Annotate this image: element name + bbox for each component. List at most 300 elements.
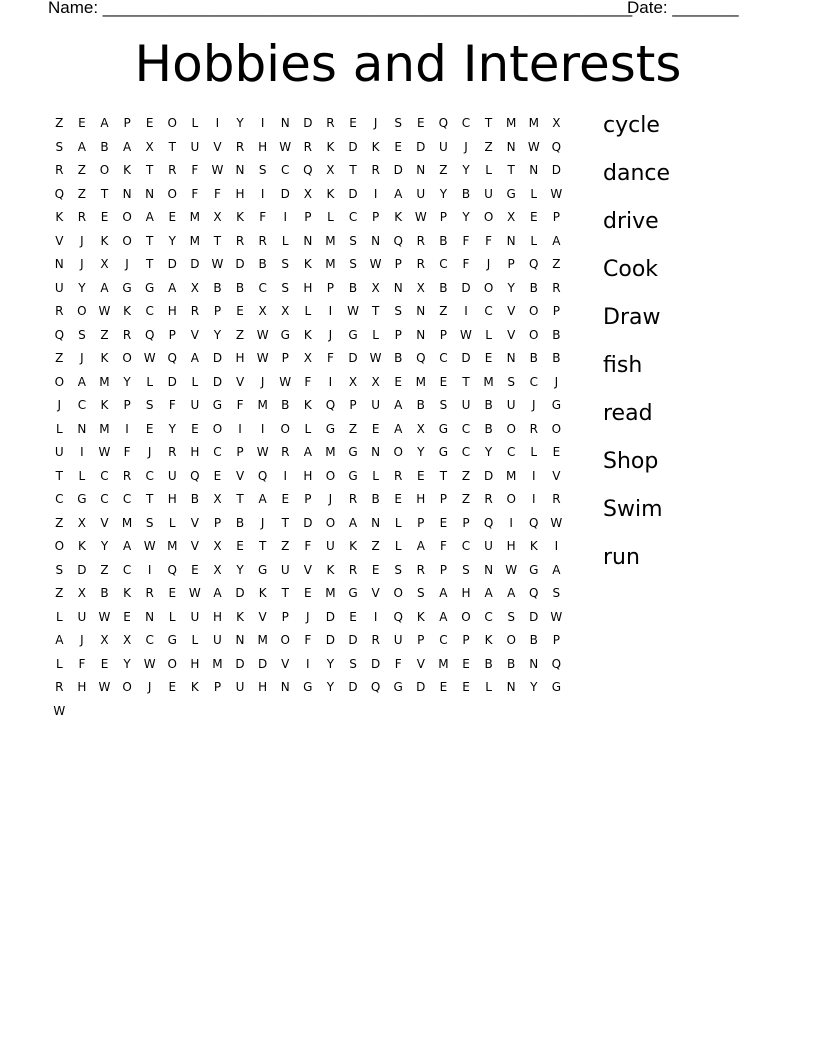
grid-letter: E xyxy=(145,421,154,436)
grid-letter: H xyxy=(190,656,200,671)
grid-letter: S xyxy=(55,139,64,154)
grid-letter: S xyxy=(145,515,154,530)
grid-letter: C xyxy=(484,609,493,624)
grid-letter: X xyxy=(416,280,425,295)
grid-letter: K xyxy=(77,539,86,553)
grid-letter: C xyxy=(439,257,448,271)
grid-letter: U xyxy=(213,633,222,647)
grid-letter: O xyxy=(483,210,494,224)
grid-letter: N xyxy=(280,680,290,694)
grid-letter: O xyxy=(529,304,539,318)
grid-letter: D xyxy=(190,257,200,271)
grid-letter: J xyxy=(80,351,84,365)
grid-letter: F xyxy=(304,633,312,647)
grid-letter: B xyxy=(529,633,538,647)
grid-letter: E xyxy=(417,468,425,483)
grid-letter: M xyxy=(189,210,201,224)
grid-letter: L xyxy=(394,515,402,530)
grid-letter: Q xyxy=(54,327,65,342)
grid-letter: Y xyxy=(462,210,470,224)
grid-letter: F xyxy=(123,445,131,459)
grid-letter: D xyxy=(258,656,268,671)
grid-letter: I xyxy=(260,186,265,201)
grid-letter: A xyxy=(484,586,493,600)
grid-letter: D xyxy=(167,374,177,389)
grid-letter: E xyxy=(281,492,290,506)
grid-letter: O xyxy=(506,492,516,506)
grid-letter: Q xyxy=(393,233,403,248)
grid-letter: G xyxy=(348,468,358,483)
grid-letter: J xyxy=(80,233,84,248)
grid-letter: T xyxy=(281,586,289,600)
grid-letter: M xyxy=(212,656,223,671)
grid-letter: W xyxy=(98,445,111,459)
grid-letter: G xyxy=(303,680,313,694)
grid-letter: P xyxy=(304,210,312,224)
grid-letter: R xyxy=(529,421,538,436)
grid-letter: O xyxy=(99,163,110,177)
grid-letter: E xyxy=(439,374,448,389)
grid-letter: Q xyxy=(416,351,426,365)
grid-letter: R xyxy=(416,257,425,271)
grid-letter: H xyxy=(167,492,177,506)
grid-letter: W xyxy=(143,351,156,365)
grid-letter: D xyxy=(212,374,223,389)
grid-letter: P xyxy=(123,116,131,130)
grid-letter: T xyxy=(439,468,448,483)
grid-letter: Z xyxy=(55,116,64,130)
grid-letter: L xyxy=(485,163,492,177)
grid-letter: T xyxy=(349,163,357,177)
grid-letter: A xyxy=(416,539,425,553)
grid-letter: M xyxy=(325,586,336,600)
grid-letter: Q xyxy=(483,515,494,530)
grid-letter: J xyxy=(464,139,468,154)
grid-letter: X xyxy=(303,351,312,365)
grid-letter: W xyxy=(98,304,111,318)
grid-letter: S xyxy=(507,374,515,389)
grid-letter: A xyxy=(394,186,403,201)
grid-letter: H xyxy=(416,492,426,506)
grid-letter: N xyxy=(416,304,426,318)
grid-letter: Q xyxy=(393,609,403,624)
grid-letter: D xyxy=(370,656,381,671)
grid-letter: D xyxy=(235,586,245,600)
grid-letter: E xyxy=(394,492,402,506)
grid-letter: N xyxy=(393,280,403,295)
grid-letter: T xyxy=(146,163,154,177)
grid-letter: B xyxy=(258,257,267,271)
grid-letter: V xyxy=(258,609,267,624)
grid-letter: K xyxy=(236,210,244,224)
grid-letter: H xyxy=(461,586,471,600)
grid-letter: F xyxy=(304,539,312,553)
grid-letter: P xyxy=(394,257,402,271)
grid-letter: R xyxy=(190,304,200,318)
grid-letter: F xyxy=(214,186,221,201)
grid-letter: T xyxy=(258,539,267,553)
grid-letter: L xyxy=(55,609,63,624)
grid-letter: U xyxy=(461,398,471,412)
grid-letter: A xyxy=(303,445,312,459)
grid-letter: U xyxy=(235,680,245,694)
grid-letter: P xyxy=(236,445,244,459)
grid-letter: Y xyxy=(236,116,244,130)
grid-letter: B xyxy=(100,586,109,600)
grid-letter: Z xyxy=(552,257,561,271)
grid-letter: M xyxy=(99,374,110,389)
grid-letter: X xyxy=(122,633,132,647)
grid-letter: A xyxy=(122,139,132,154)
grid-letter: O xyxy=(167,186,177,201)
grid-letter: I xyxy=(509,515,513,530)
grid-letter: M xyxy=(528,116,539,130)
date-field-label: Date: _______ xyxy=(627,0,739,17)
grid-letter: A xyxy=(552,562,561,577)
grid-letter: U xyxy=(190,609,200,624)
grid-letter: T xyxy=(100,186,109,201)
grid-letter: U xyxy=(438,139,448,154)
grid-letter: E xyxy=(484,351,493,365)
grid-letter: M xyxy=(325,233,336,248)
grid-letter: D xyxy=(393,163,403,177)
grid-letter: M xyxy=(505,468,517,483)
grid-letter: E xyxy=(439,515,448,530)
grid-letter: K xyxy=(123,586,132,600)
grid-letter: E xyxy=(462,680,470,694)
grid-letter: V xyxy=(190,539,199,553)
grid-letter: R xyxy=(55,304,64,318)
grid-letter: W xyxy=(460,327,472,342)
grid-letter: U xyxy=(393,633,403,647)
grid-letter: O xyxy=(122,210,132,224)
grid-letter: P xyxy=(213,515,222,530)
grid-letter: X xyxy=(303,186,312,201)
grid-letter: L xyxy=(530,445,538,459)
grid-letter: J xyxy=(328,327,333,342)
grid-letter: H xyxy=(258,680,268,694)
grid-letter: M xyxy=(438,656,449,671)
grid-letter: G xyxy=(438,445,449,459)
grid-letter: J xyxy=(531,398,536,412)
grid-letter: K xyxy=(236,609,244,624)
grid-letter: A xyxy=(168,280,177,295)
grid-letter: X xyxy=(348,374,358,389)
grid-letter: S xyxy=(281,280,290,295)
grid-letter: T xyxy=(484,116,493,130)
grid-letter: E xyxy=(394,374,402,389)
grid-letter: E xyxy=(236,539,244,553)
grid-letter: S xyxy=(78,327,86,342)
grid-letter: P xyxy=(213,680,222,694)
grid-letter: M xyxy=(325,257,336,271)
grid-letter: P xyxy=(552,304,560,318)
grid-letter: S xyxy=(349,656,357,671)
grid-letter: Q xyxy=(529,586,539,600)
grid-letter: G xyxy=(529,562,539,577)
grid-letter: L xyxy=(281,233,289,248)
grid-letter: P xyxy=(371,210,380,224)
grid-letter: E xyxy=(168,210,177,224)
grid-letter: Y xyxy=(123,374,131,389)
grid-letter: M xyxy=(257,633,268,647)
grid-letter: M xyxy=(257,398,268,412)
grid-letter: Z xyxy=(348,421,358,436)
grid-letter: X xyxy=(145,139,154,154)
grid-letter: P xyxy=(168,327,176,342)
grid-letter: I xyxy=(328,304,333,318)
grid-letter: K xyxy=(123,304,132,318)
grid-letter: W xyxy=(527,139,540,154)
grid-letter: X xyxy=(371,280,380,295)
grid-letter: O xyxy=(506,633,516,647)
grid-letter: H xyxy=(167,304,177,318)
grid-letter: N xyxy=(54,257,64,271)
grid-letter: L xyxy=(168,515,176,530)
grid-letter: K xyxy=(100,233,109,248)
grid-letter: U xyxy=(190,139,200,154)
grid-letter: U xyxy=(484,539,493,553)
grid-letter: A xyxy=(77,374,86,389)
grid-letter: A xyxy=(100,116,109,130)
grid-letter: O xyxy=(280,633,290,647)
grid-letter: P xyxy=(417,633,425,647)
grid-letter: V xyxy=(235,374,245,389)
grid-letter: C xyxy=(213,445,222,459)
grid-letter: A xyxy=(439,586,448,600)
grid-letter: Q xyxy=(551,139,562,154)
grid-letter: H xyxy=(212,609,222,624)
grid-letter: B xyxy=(394,351,403,365)
grid-letter: Q xyxy=(257,468,268,483)
grid-letter: Z xyxy=(55,586,64,600)
grid-letter: F xyxy=(259,210,267,224)
grid-letter: R xyxy=(348,492,358,506)
grid-letter: I xyxy=(373,186,378,201)
grid-letter: C xyxy=(461,445,471,459)
grid-letter: C xyxy=(122,492,132,506)
grid-letter: Z xyxy=(484,139,493,154)
grid-letter: I xyxy=(125,421,129,436)
word-list-item: run xyxy=(603,545,640,570)
grid-letter: S xyxy=(349,233,357,248)
grid-letter: A xyxy=(145,210,154,224)
grid-letter: Y xyxy=(326,656,335,671)
grid-letter: B xyxy=(529,280,538,295)
grid-letter: I xyxy=(283,210,287,224)
grid-letter: L xyxy=(394,539,402,553)
grid-letter: R xyxy=(371,163,380,177)
grid-letter: R xyxy=(394,468,403,483)
grid-letter: X xyxy=(213,562,222,577)
grid-letter: R xyxy=(326,116,335,130)
grid-letter: E xyxy=(371,562,380,577)
grid-letter: G xyxy=(393,680,403,694)
grid-letter: K xyxy=(100,398,109,412)
grid-letter: X xyxy=(552,116,561,130)
grid-letter: D xyxy=(235,656,245,671)
grid-letter: W xyxy=(550,609,563,624)
grid-letter: P xyxy=(439,210,448,224)
grid-letter: K xyxy=(123,163,132,177)
grid-letter: K xyxy=(416,609,425,624)
grid-letter: Q xyxy=(370,680,381,694)
grid-letter: L xyxy=(372,468,379,483)
grid-letter: E xyxy=(304,586,312,600)
grid-letter: M xyxy=(505,116,517,130)
grid-letter: B xyxy=(439,233,448,248)
grid-letter: M xyxy=(415,374,426,389)
grid-letter: W xyxy=(211,163,224,177)
grid-letter: L xyxy=(78,468,86,483)
grid-letter: A xyxy=(77,139,86,154)
grid-letter: K xyxy=(190,680,199,694)
grid-letter: B xyxy=(235,280,245,295)
grid-letter: P xyxy=(281,609,289,624)
grid-letter: Y xyxy=(530,680,538,694)
grid-letter: J xyxy=(125,257,129,271)
grid-letter: X xyxy=(258,304,267,318)
grid-letter: D xyxy=(416,680,426,694)
grid-letter: S xyxy=(258,163,267,177)
grid-letter: N xyxy=(529,163,539,177)
grid-letter: I xyxy=(283,468,287,483)
grid-letter: V xyxy=(416,656,425,671)
grid-letter: C xyxy=(439,351,448,365)
grid-letter: L xyxy=(304,304,312,318)
grid-letter: B xyxy=(507,656,516,671)
grid-letter: Y xyxy=(100,539,109,553)
grid-letter: O xyxy=(77,304,87,318)
grid-letter: B xyxy=(348,280,358,295)
grid-letter: E xyxy=(123,609,131,624)
grid-letter: X xyxy=(213,492,222,506)
grid-letter: T xyxy=(146,233,154,248)
grid-letter: Y xyxy=(213,327,222,342)
word-list-item: Cook xyxy=(603,257,659,282)
grid-letter: S xyxy=(416,586,425,600)
grid-letter: H xyxy=(77,680,87,694)
grid-letter: G xyxy=(167,633,177,647)
grid-letter: C xyxy=(281,163,290,177)
grid-letter: N xyxy=(303,233,313,248)
grid-letter: P xyxy=(439,327,448,342)
grid-letter: Y xyxy=(417,445,425,459)
grid-letter: S xyxy=(349,257,357,271)
grid-letter: I xyxy=(464,304,468,318)
word-list-item: drive xyxy=(603,209,659,234)
grid-letter: U xyxy=(54,280,64,295)
grid-letter: D xyxy=(348,186,358,201)
grid-letter: Q xyxy=(167,562,177,577)
grid-letter: O xyxy=(325,515,336,530)
grid-letter: R xyxy=(77,210,87,224)
grid-letter: X xyxy=(507,210,516,224)
grid-letter: D xyxy=(325,633,336,647)
grid-letter: I xyxy=(215,116,220,130)
page-title: Hobbies and Interests xyxy=(134,35,682,93)
grid-letter: C xyxy=(258,280,267,295)
grid-letter: X xyxy=(213,210,222,224)
grid-letter: R xyxy=(122,468,132,483)
grid-letter: I xyxy=(531,492,536,506)
grid-letter: F xyxy=(304,374,312,389)
grid-letter: A xyxy=(348,515,358,530)
grid-letter: X xyxy=(416,421,425,436)
grid-letter: B xyxy=(281,398,290,412)
grid-letter: X xyxy=(100,633,109,647)
grid-letter: O xyxy=(54,374,65,389)
grid-letter: N xyxy=(77,421,87,436)
grid-letter: C xyxy=(484,304,493,318)
grid-letter: T xyxy=(213,233,222,248)
grid-letter: I xyxy=(531,468,536,483)
grid-letter: I xyxy=(238,421,242,436)
grid-letter: G xyxy=(212,398,223,412)
grid-letter: X xyxy=(371,374,380,389)
grid-letter: K xyxy=(303,398,312,412)
grid-letter: S xyxy=(394,116,403,130)
grid-letter: P xyxy=(439,562,448,577)
grid-letter: G xyxy=(280,327,290,342)
grid-letter: V xyxy=(507,304,516,318)
grid-letter: K xyxy=(303,327,312,342)
grid-letter: R xyxy=(303,139,312,154)
grid-letter: P xyxy=(304,492,312,506)
grid-letter: P xyxy=(281,351,289,365)
grid-letter: M xyxy=(189,233,201,248)
grid-letter: T xyxy=(146,257,154,271)
grid-letter: K xyxy=(303,257,312,271)
grid-letter: V xyxy=(190,515,199,530)
grid-letter: G xyxy=(348,586,358,600)
grid-letter: U xyxy=(326,539,335,553)
grid-letter: V xyxy=(55,233,64,248)
grid-letter: C xyxy=(55,492,64,506)
grid-letter: K xyxy=(394,210,403,224)
grid-letter: N xyxy=(122,186,132,201)
grid-letter: U xyxy=(484,186,493,201)
grid-letter: E xyxy=(552,445,561,459)
grid-letter: R xyxy=(281,445,290,459)
grid-letter: N xyxy=(145,609,155,624)
grid-letter: E xyxy=(213,468,222,483)
grid-letter: R xyxy=(258,233,267,248)
grid-letter: G xyxy=(325,421,336,436)
grid-letter: B xyxy=(484,398,493,412)
grid-letter: R xyxy=(55,680,64,694)
grid-letter: Q xyxy=(551,656,562,671)
grid-letter: U xyxy=(77,609,87,624)
grid-letter: I xyxy=(328,374,333,389)
grid-letter: J xyxy=(373,116,378,130)
grid-letter: R xyxy=(371,633,380,647)
grid-letter: A xyxy=(100,280,109,295)
grid-letter: C xyxy=(348,210,358,224)
grid-letter: Q xyxy=(144,327,155,342)
grid-letter: N xyxy=(416,327,426,342)
grid-letter: U xyxy=(280,562,290,577)
grid-letter: X xyxy=(100,257,109,271)
grid-letter: B xyxy=(461,186,471,201)
grid-letter: E xyxy=(439,680,448,694)
grid-letter: A xyxy=(213,586,222,600)
grid-letter: B xyxy=(484,656,493,671)
grid-letter: F xyxy=(78,656,86,671)
grid-letter: S xyxy=(439,398,448,412)
grid-letter: E xyxy=(168,680,177,694)
grid-letter: Z xyxy=(100,562,109,577)
